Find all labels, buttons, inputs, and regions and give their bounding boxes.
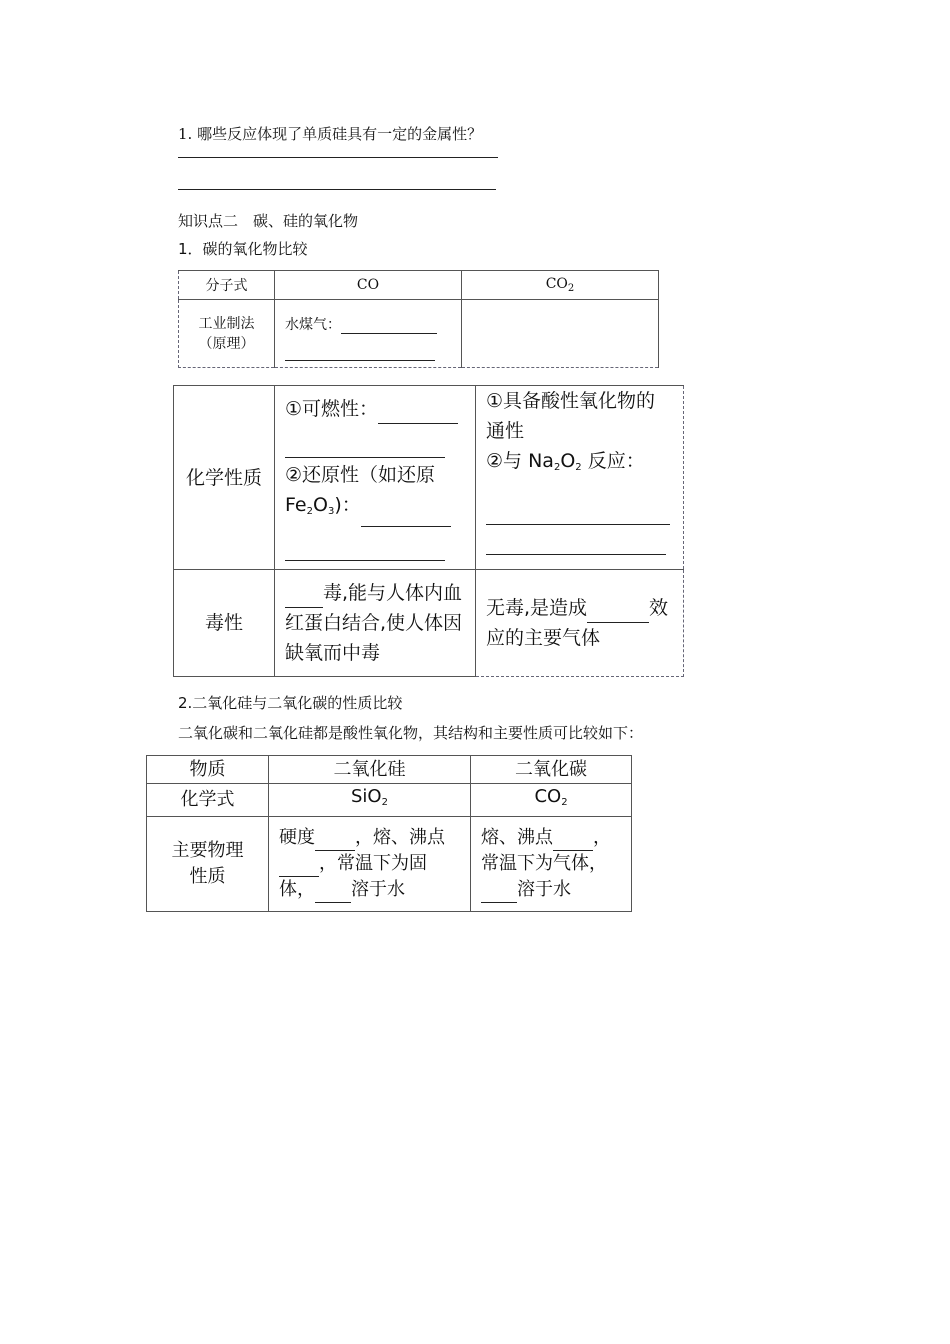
cell-co2-industrial[interactable]	[462, 300, 659, 368]
cell-sio2-formula: SiO$_2$	[269, 784, 471, 817]
section-title: 知识点二 碳、硅的氧化物	[178, 212, 359, 230]
sub-title-2: 2.二氧化硅与二氧化碳的性质比较	[178, 694, 403, 712]
label-formula: 化学式	[147, 784, 269, 817]
cell-co-industrial: 水煤气：	[275, 300, 462, 368]
header-co: CO	[275, 271, 462, 300]
cell-co2-chemical: ①具备酸性氧化物的通性 ②与 $Na_2O_2$ 反应：	[476, 386, 684, 570]
sub-title-1: 1．碳的氧化物比较	[178, 240, 308, 258]
answer-line-2[interactable]	[178, 189, 496, 190]
blank-reduction-2[interactable]	[285, 542, 445, 561]
header-formula: 分子式	[179, 271, 275, 300]
carbon-oxides-table-header	[178, 270, 659, 368]
carbon-oxides-properties-table	[173, 385, 684, 677]
blank-sio2-mp[interactable]	[279, 858, 319, 877]
header-sio2: 二氧化硅	[269, 756, 471, 784]
question-1: 1. 哪些反应体现了单质硅具有一定的金属性？	[178, 125, 483, 143]
label-toxicity: 毒性	[174, 570, 275, 677]
blank-reduction[interactable]	[361, 508, 451, 527]
cell-co2-physical: 熔、沸点 ，常温下为气体，溶于水	[471, 817, 632, 912]
header-co2-name: 二氧化碳	[471, 756, 632, 784]
cell-co-chemical: ①可燃性： ②还原性（如还原 $Fe_2O_3$)：	[275, 386, 476, 570]
blank-hardness[interactable]	[315, 832, 355, 851]
blank-co2-mp[interactable]	[553, 832, 593, 851]
cell-co2-formula: $CO_2$	[471, 784, 632, 817]
label-physical: 主要物理 性质	[147, 817, 269, 912]
header-co2: $CO_2$	[462, 271, 659, 300]
blank-na2o2[interactable]	[486, 506, 670, 525]
blank-water-gas-2[interactable]	[285, 342, 435, 361]
blank-combustion-2[interactable]	[285, 439, 445, 458]
cell-sio2-physical: 硬度 ，熔、沸点，常温下为固体， 溶于水	[269, 817, 471, 912]
label-industrial: 工业制法 （原理）	[179, 300, 275, 368]
label-chemical: 化学性质	[174, 386, 275, 570]
blank-co2-sol[interactable]	[481, 884, 517, 903]
blank-sio2-sol[interactable]	[315, 884, 351, 903]
blank-toxicity[interactable]	[285, 589, 323, 608]
cell-co2-toxicity: 无毒,是造成 效应的主要气体	[476, 570, 684, 677]
sio2-co2-table	[146, 755, 632, 912]
header-substance: 物质	[147, 756, 269, 784]
blank-na2o2-2[interactable]	[486, 536, 666, 555]
blank-effect[interactable]	[587, 604, 649, 623]
cell-co-toxicity: 毒,能与人体内血红蛋白结合,使人体因缺氧而中毒	[275, 570, 476, 677]
answer-line-1[interactable]	[178, 157, 498, 158]
blank-combustion[interactable]	[378, 405, 458, 424]
blank-water-gas[interactable]	[341, 315, 437, 334]
sub2-intro: 二氧化碳和二氧化硅都是酸性氧化物，其结构和主要性质可比较如下：	[178, 724, 644, 742]
